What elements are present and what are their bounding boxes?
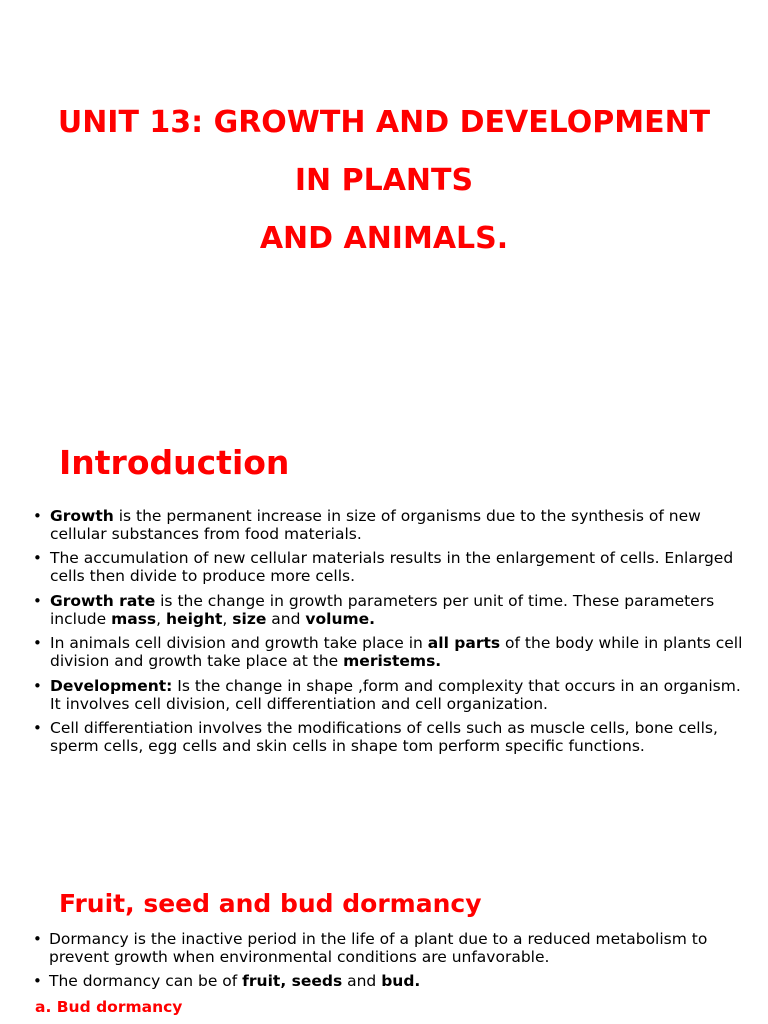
list-item xyxy=(33,550,745,585)
list-item xyxy=(33,973,745,991)
bullet-text: Growth rate is the change in growth parameters per unit of time. These parameters include mass, height, size and volume. xyxy=(50,592,715,628)
bullet-text: Dormancy is the inactive period in the life of a plant due to a reduced metabolism to prevent growth when environmental conditions are unfavorable. xyxy=(49,930,708,966)
bullet-icon: • xyxy=(33,719,42,737)
title-line-3: AND ANIMALS. xyxy=(259,221,509,256)
bullet-text: Development: Is the change in shape ,form and complexity that occurs in an organism. It involves cell division, cell differentiation and cell organization. xyxy=(50,677,741,713)
list-item xyxy=(33,593,745,628)
bullet-icon: • xyxy=(33,677,42,695)
bullet-text: Cell differentiation involves the modifications of cells such as muscle cells, bone cells, sperm cells, egg cells and skin cells in shape tom perform specific functions. xyxy=(50,719,718,755)
bullet-icon: • xyxy=(33,634,42,652)
bullet-text: In animals cell division and growth take place in all parts of the body while in plants cell division and growth take place at the meristems. xyxy=(50,634,743,670)
bullet-icon: • xyxy=(33,930,42,948)
list-item xyxy=(33,635,745,670)
bullet-icon: • xyxy=(33,972,42,990)
title-line-1: UNIT 13: GROWTH AND DEVELOPMENT xyxy=(57,105,711,140)
bullet-text: The accumulation of new cellular materials results in the enlargement of cells. Enlarged cells then divide to produce more cells. xyxy=(50,549,734,585)
list-item xyxy=(33,508,745,543)
dormancy-heading: Fruit, seed and bud dormancy xyxy=(59,889,482,918)
bullet-icon: • xyxy=(33,507,42,525)
bullet-icon: • xyxy=(33,549,42,567)
list-item xyxy=(33,931,745,966)
bud-dormancy-subheading: a. Bud dormancy xyxy=(35,998,183,1016)
bullet-icon: • xyxy=(33,592,42,610)
bullet-text: Growth is the permanent increase in size of organisms due to the synthesis of new cellular substances from food materials. xyxy=(50,507,701,543)
bullet-text: The dormancy can be of fruit, seeds and bud. xyxy=(49,972,421,990)
title-line-2: IN PLANTS xyxy=(294,163,474,198)
list-item xyxy=(33,678,745,713)
introduction-heading: Introduction xyxy=(59,443,290,482)
list-item xyxy=(33,720,745,755)
